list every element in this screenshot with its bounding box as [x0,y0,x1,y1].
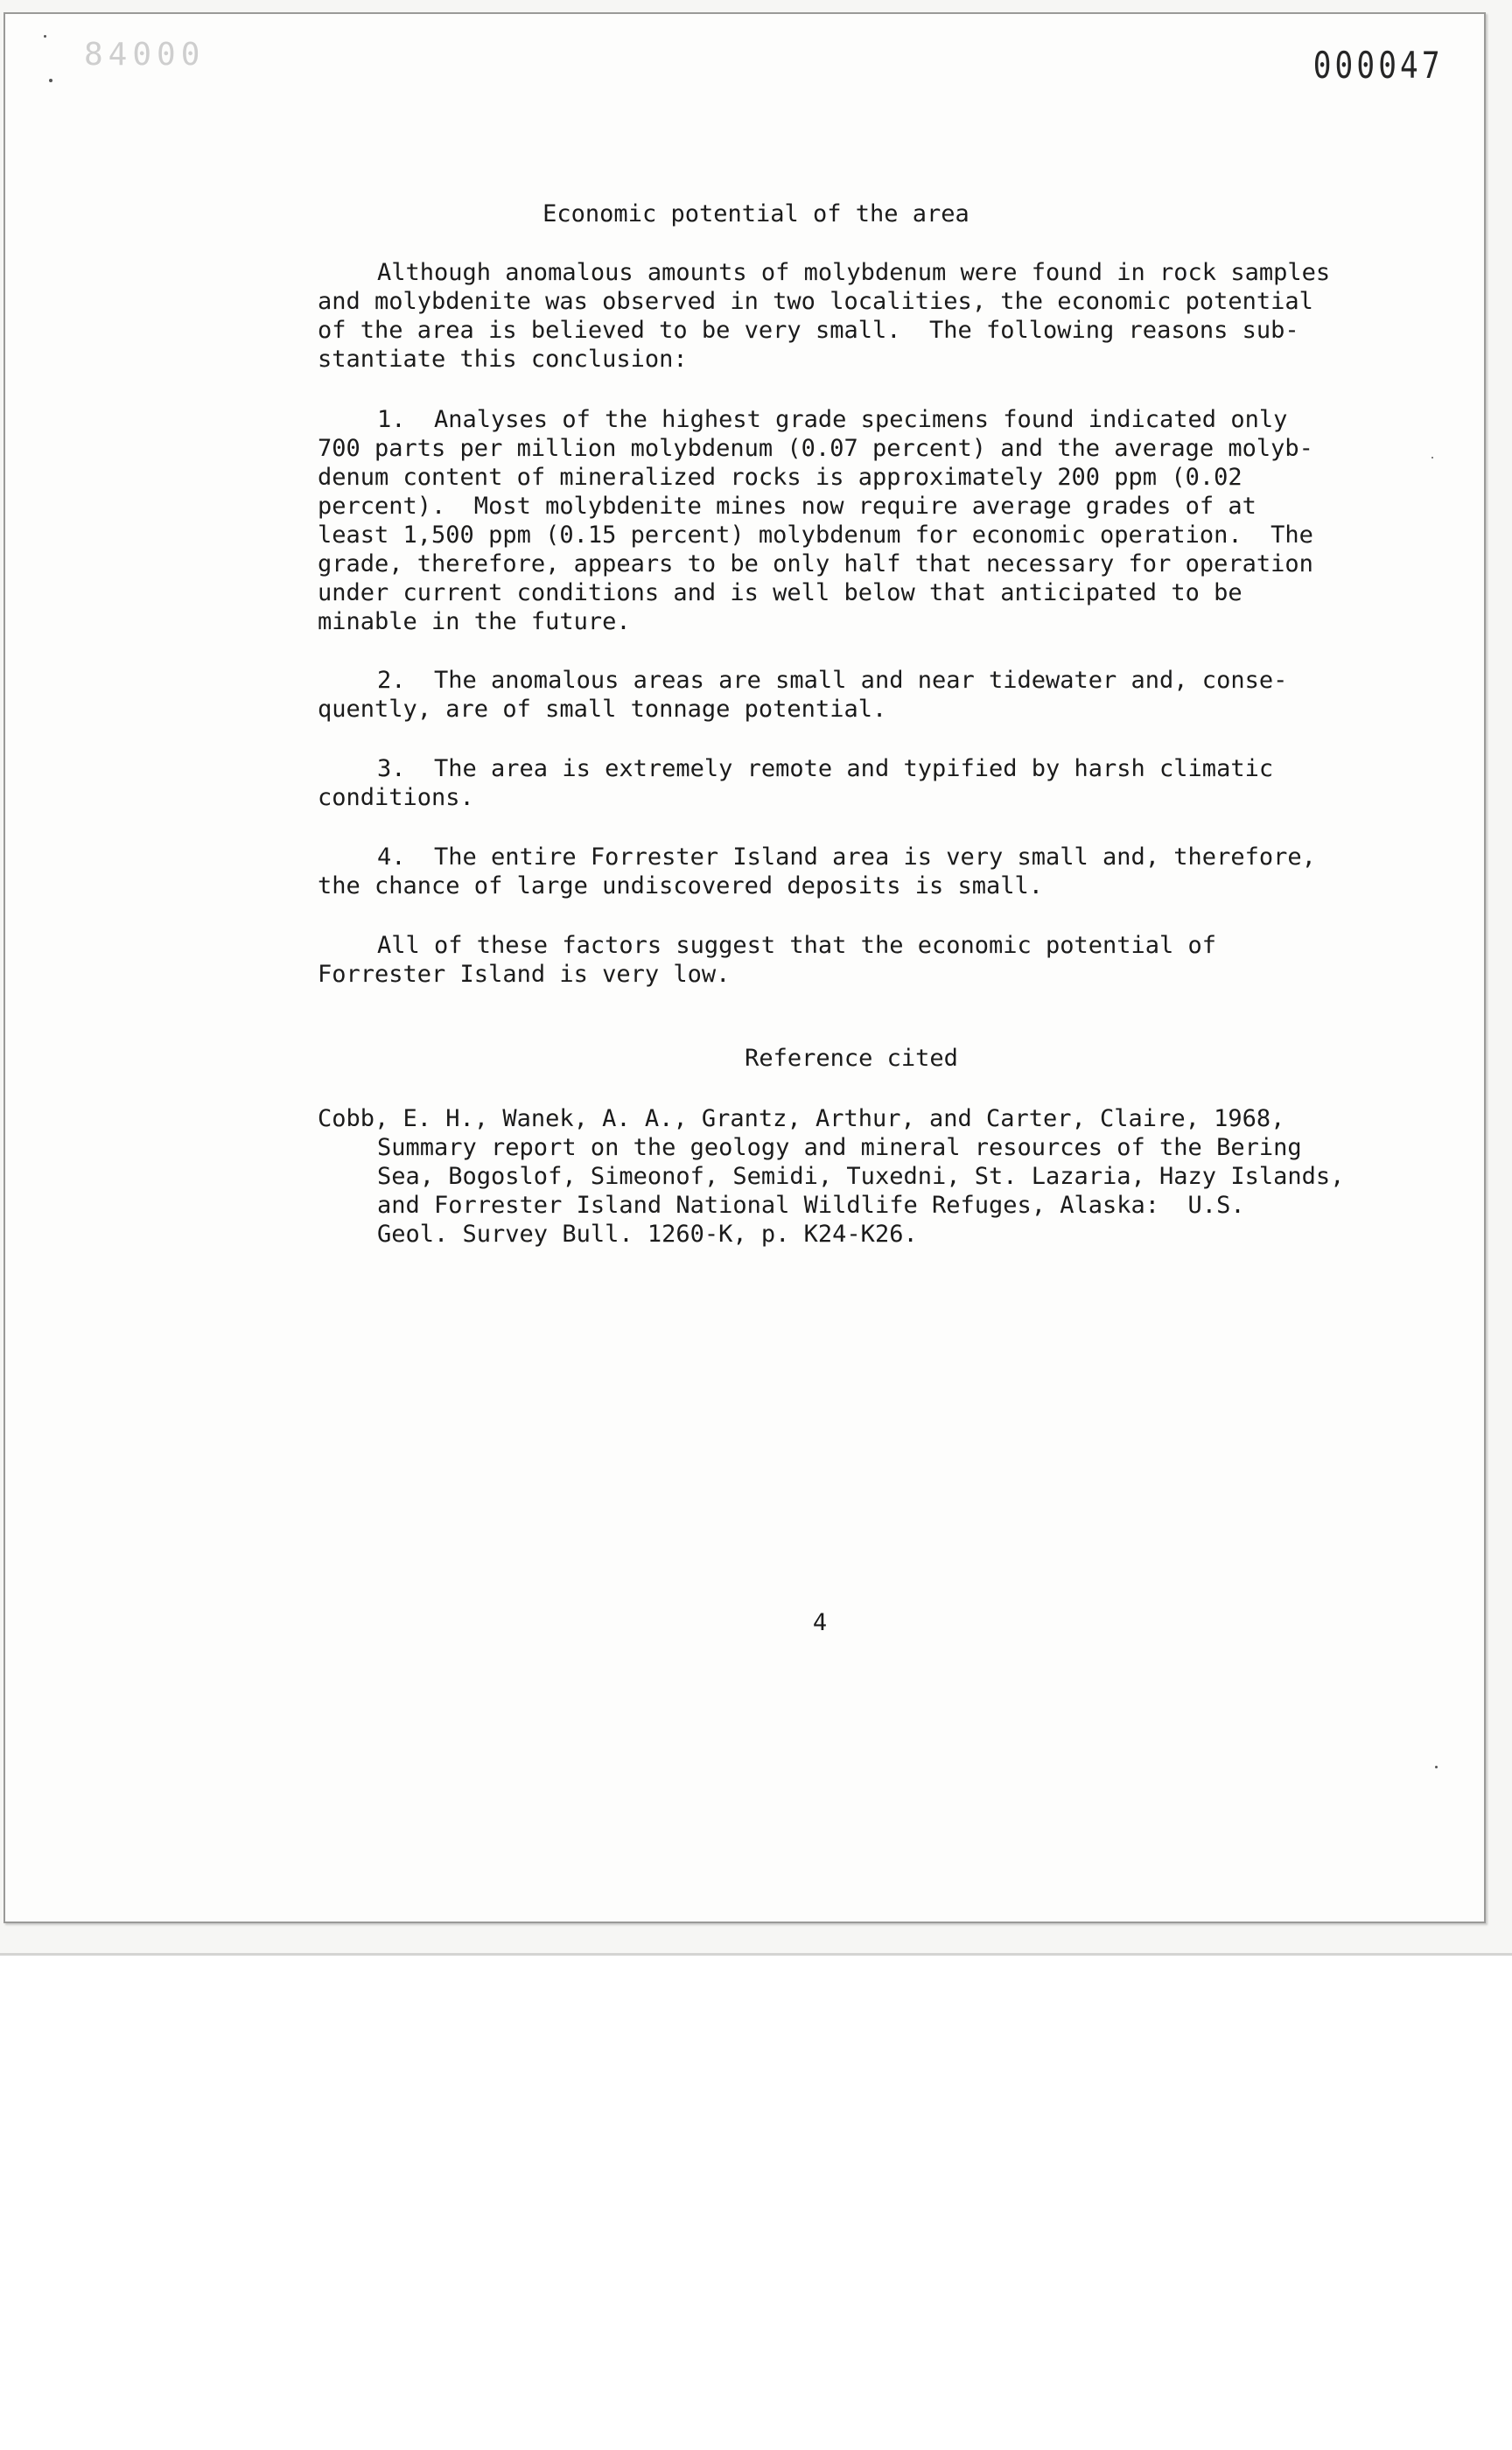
reason-4-paragraph [318,843,1368,900]
reference-line: Sea, Bogoslof, Simeonof, Semidi, Tuxedni, St. Lazaria, Hazy Islands, [377,1163,1345,1190]
reason-line: 4. The entire Forrester Island area is very small and, therefore, [377,844,1316,871]
reason-line: minable in the future. [318,608,631,635]
reason-line: percent). Most molybdenite mines now require average grades of at [318,493,1256,520]
reason-line: 3. The area is extremely remote and typified by harsh climatic [377,755,1274,782]
reference-entry [318,1104,1385,1249]
conclusion-paragraph [318,931,1368,989]
reason-line: quently, are of small tonnage potential. [318,696,887,723]
reference-line: and Forrester Island National Wildlife Refuges, Alaska: U.S. [377,1192,1245,1219]
reason-line: 700 parts per million molybdenum (0.07 percent) and the average molyb- [318,435,1313,462]
scan-speck [1432,457,1433,458]
page-number: 4 [812,1609,828,1636]
scan-speck [1435,1766,1438,1768]
reference-line: Cobb, E. H., Wanek, A. A., Grantz, Arthur, and Carter, Claire, 1968, [318,1105,1285,1132]
reference-line: Geol. Survey Bull. 1260-K, p. K24-K26. [377,1221,918,1248]
reason-1-paragraph [318,405,1368,636]
reason-line: denum content of mineralized rocks is approximately 200 ppm (0.02 [318,464,1242,491]
reference-line: Summary report on the geology and mineral resources of the Bering [377,1134,1302,1161]
intro-line: Although anomalous amounts of molybdenum were found in rock samples [377,259,1331,286]
conclusion-line: Forrester Island is very low. [318,961,731,988]
reason-line: grade, therefore, appears to be only half that necessary for operation [318,550,1313,578]
reason-line: 2. The anomalous areas are small and near tidewater and, conse- [377,667,1288,694]
reason-line: least 1,500 ppm (0.15 percent) molybdenum for economic operation. The [318,522,1313,549]
intro-line: of the area is believed to be very small. The following reasons sub- [318,317,1299,344]
intro-line: and molybdenite was observed in two localities, the economic potential [318,288,1313,315]
document-number: 000047 [1312,44,1444,87]
reason-line: conditions. [318,784,474,811]
reason-2-paragraph [318,666,1368,724]
reason-line: the chance of large undiscovered deposits is small. [318,872,1044,900]
reason-line: 1. Analyses of the highest grade specimens found indicated only [377,406,1288,433]
scan-speck [49,79,52,82]
reason-line: under current conditions and is well below that anticipated to be [318,579,1242,606]
conclusion-line: All of these factors suggest that the economic potential of [377,932,1217,959]
scan-speck [44,35,46,38]
references-title: Reference cited [745,1045,958,1072]
section-title: Economic potential of the area [542,200,970,228]
reason-3-paragraph [318,754,1368,812]
faint-stamp-number: 84000 [84,37,206,73]
intro-line: stantiate this conclusion: [318,346,688,373]
intro-paragraph [318,258,1368,374]
